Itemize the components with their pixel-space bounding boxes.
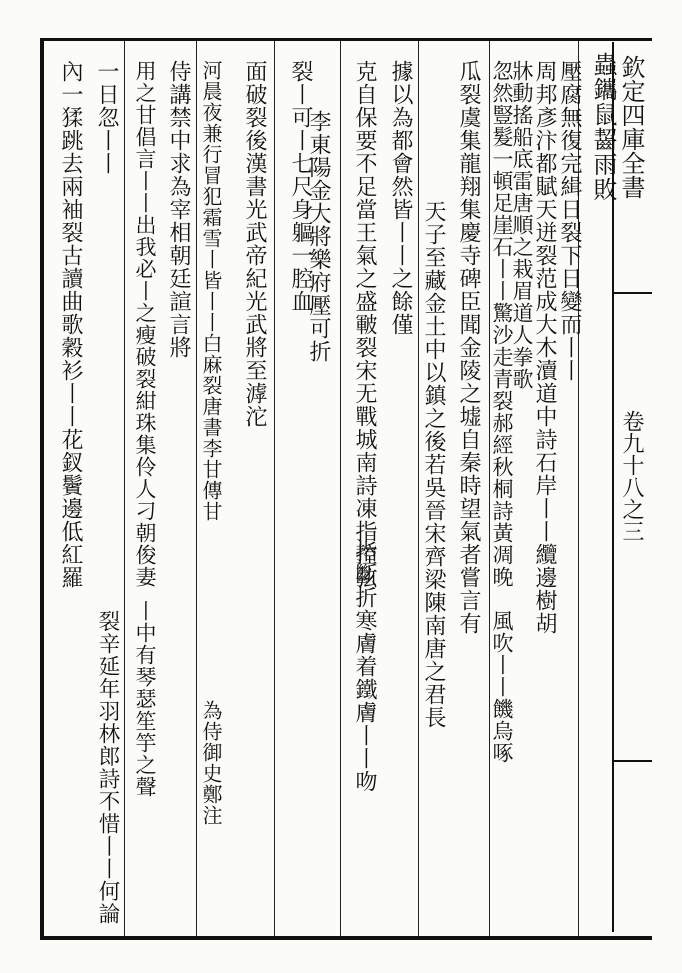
text-column: 牀動搖船底雷唐順之栽眉道人拳歌	[510, 60, 534, 390]
text-column: 風吹丨丨饑烏啄	[490, 610, 514, 764]
column-rule	[274, 41, 275, 936]
text-column: 一日忽丨丨	[94, 60, 119, 175]
margin-volume-label: 卷九十八之三	[619, 410, 644, 542]
text-column: 據以為都會然皆丨丨之餘僅	[388, 60, 413, 336]
text-column: 裂辛延年羽林郎詩不惜丨丨何論	[95, 610, 120, 925]
margin-divider	[612, 760, 652, 762]
text-column: 忽然豎髮一頓足崖石丨丨驚沙走青裂郝經秋桐詩黃凋晚	[490, 60, 514, 588]
text-column: 克自保要不足當王氣之盛皸裂宋无戰城南詩凍指控弦	[352, 60, 377, 589]
margin-book-title: 欽定四庫全書	[617, 55, 645, 199]
margin-divider	[612, 292, 652, 294]
text-column: 壓腐無復完緝日裂下日變而丨丨	[557, 60, 582, 382]
text-column: 用之甘倡言丨丨出我必丨之瘦破裂紺珠集伶人刁朝俊妻	[133, 60, 157, 588]
text-column: 河晨夜兼行冒犯霜雪丨皆丨丨白麻裂唐書李甘傳甘	[199, 60, 223, 522]
column-rule	[340, 41, 341, 936]
column-rule	[124, 41, 125, 936]
text-column: 丨中有琴瑟笙竽之聲	[133, 600, 157, 798]
text-column: 蟲鑴鼠齧雨敗	[589, 52, 617, 202]
text-column: 為侍御史鄭注	[199, 700, 223, 826]
text-column: 周邦彥汴都賦天迸裂范成大木瀆道中詩石岸丨丨纜邊樹胡	[532, 60, 557, 635]
text-column: 內一猱跳去兩袖裂古讀曲歌穀衫丨丨花釵鬢邊低紅羅	[58, 60, 83, 589]
text-column: 天子至藏金土中以鎮之後若吳晉宋齊梁陳南唐之君長	[421, 200, 446, 729]
text-column: 裂丨可丨七尺身軀一腔血	[288, 60, 313, 313]
text-column: 指斷折寒膚着鐵膚丨丨吻	[352, 540, 377, 793]
text-column: 瓜裂虞集龍翔集慶寺碑臣聞金陵之墟自秦時望氣者嘗言有	[456, 60, 481, 635]
text-column: 面破裂後漢書光武帝紀光武將至滹沱	[242, 60, 267, 428]
text-column: 李東陽金大將樂府壓可折	[306, 110, 331, 363]
text-column: 侍講禁中求為宰相朝廷諠言將	[166, 60, 191, 359]
